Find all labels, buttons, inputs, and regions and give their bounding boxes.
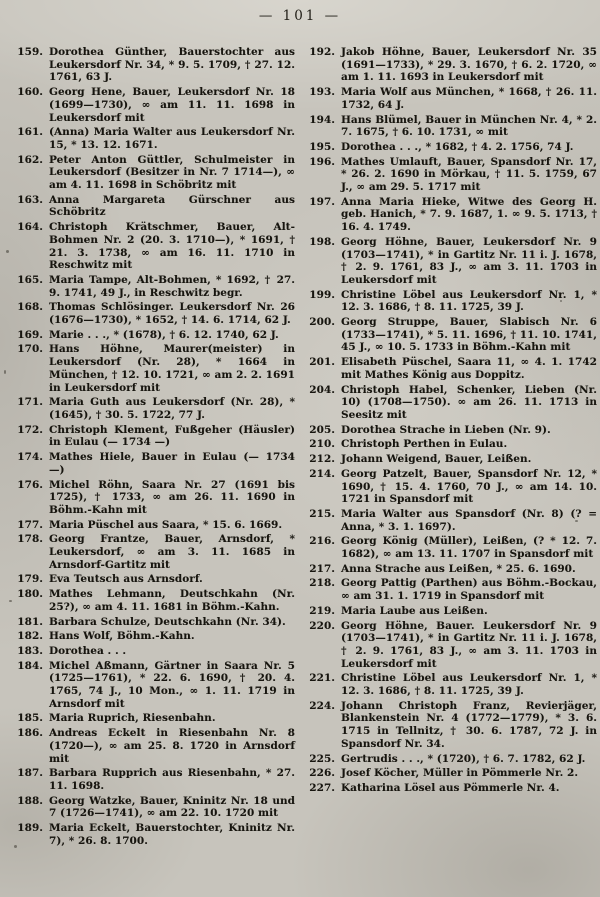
entry-number: 226. <box>309 767 335 780</box>
entry-number: 171. <box>17 396 43 409</box>
entry-number: 221. <box>309 672 335 685</box>
entry-text: Georg Höhne, Bauer. Leukersdorf Nr. 9 (1703—1741), * in Gartitz Nr. 11 i. J. 1678, † 2. 9. 1761, 83 J., ∞ am 3. 11. 1703 in Leukersdorf mit <box>341 619 597 670</box>
entry-text: Maria Guth aus Leukersdorf (Nr. 28), * (1645), † 30. 5. 1722, 77 J. <box>49 396 295 421</box>
entry-number: 192. <box>309 46 335 58</box>
entry-number: 205. <box>309 423 335 436</box>
entry-number: 178. <box>17 533 43 546</box>
entry-text: Georg Frantze, Bauer, Arnsdorf, * Leukersdorf, ∞ am 3. 11. 1685 in Arnsdorf-Gartitz mit <box>49 533 295 571</box>
entry-text: Mathes Umlauft, Bauer, Spansdorf Nr. 17, * 26. 2. 1690 in Mörkau, † 11. 5. 1759, 67 J., ∞ am 29. 5. 1717 mit <box>341 155 597 194</box>
entry-text: Maria Wolf aus München, * 1668, † 26. 11. 1732, 64 J. <box>341 86 597 111</box>
entry-number: 217. <box>309 562 335 575</box>
register-entry <box>304 384 597 422</box>
entry-text: Mathes Hiele, Bauer in Eulau (— 1734 —) <box>49 451 295 476</box>
entry-text: Christoph Habel, Schenker, Lieben (Nr. 10) (1708—1750). ∞ am 26. 11. 1713 in Seesitz mit <box>341 383 597 421</box>
entry-text: Maria Ruprich, Riesenbahn. <box>49 712 216 725</box>
register-columns <box>12 46 597 849</box>
entry-text: Georg Struppe, Bauer, Slabisch Nr. 6 (1733—1741), * 5. 11. 1696, † 11. 10. 1741, 45 J., ∞ 10. 5. 1733 in Böhm.-Kahn mit <box>341 316 597 354</box>
entry-number: 163. <box>17 193 43 206</box>
register-entry <box>12 630 295 643</box>
entry-text: Maria Tampe, Alt-Bohmen, * 1692, † 27. 9. 1741, 49 J., in Reschwitz begr. <box>49 273 295 299</box>
entry-text: Josef Köcher, Müller in Pömmerle Nr. 2. <box>341 767 579 780</box>
register-entry <box>304 782 597 795</box>
entry-text: Georg Höhne, Bauer, Leukersdorf Nr. 9 (1703—1741), * in Gartitz Nr. 11 i. J. 1678, † 2. 9. 1761, 83 J., ∞ am 3. 11. 1703 in Leukersdorf mit <box>341 235 597 286</box>
entry-number: 225. <box>309 752 335 765</box>
entry-text: Christoph Klement, Fußgeher (Häusler) in Eulau (— 1734 —) <box>49 423 295 449</box>
entry-text: Hans Höhne, Maurer(meister) in Leukersdorf (Nr. 28), * 1664 in München, † 12. 10. 1721, ∞ am 2. 2. 1691 in Leukersdorf mit <box>49 343 295 394</box>
register-column-left <box>12 46 295 849</box>
register-entry <box>304 438 597 451</box>
entry-number: 162. <box>17 153 43 166</box>
register-entry <box>12 451 295 476</box>
entry-number: 204. <box>309 383 335 396</box>
entry-text: Christine Löbel aus Leukersdorf Nr. 1, * 12. 3. 1686, † 8. 11. 1725, 39 J. <box>341 672 597 698</box>
register-entry <box>12 533 295 571</box>
entry-number: 195. <box>309 140 335 153</box>
entry-text: Hans Wolf, Böhm.-Kahn. <box>49 630 195 643</box>
entry-text: (Anna) Maria Walter aus Leukersdorf Nr. 15, * 13. 12. 1671. <box>49 126 295 151</box>
entry-number: 201. <box>309 356 335 369</box>
register-entry <box>304 114 597 139</box>
entry-text: Georg Watzke, Bauer, Kninitz Nr. 18 und 7 (1726—1741), ∞ am 22. 10. 1720 mit <box>49 794 295 820</box>
entry-text: Dorothea . . . <box>49 644 127 657</box>
entry-number: 168. <box>17 301 43 314</box>
register-entry <box>304 424 597 437</box>
entry-text: Georg Patzelt, Bauer, Spansdorf Nr. 12, * 1690, † 15. 4. 1760, 70 J., ∞ am 14. 10. 1721 in Spansdorf mit <box>341 467 597 506</box>
entry-number: 212. <box>309 453 335 466</box>
entry-text: Christine Löbel aus Leukersdorf Nr. 1, * 12. 3. 1686, † 8. 11. 1725, 39 J. <box>341 288 597 314</box>
entry-number: 184. <box>17 659 43 672</box>
register-entry <box>304 196 597 234</box>
entry-text: Mathes Lehmann, Deutschkahn (Nr. 25?), ∞ am 4. 11. 1681 in Böhm.-Kahn. <box>49 588 295 613</box>
page-number-header: — 101 — <box>258 8 342 24</box>
entry-number: 210. <box>309 438 335 451</box>
entry-text: Maria Walter aus Spansdorf (Nr. 8) (? = Anna, * 3. 1. 1697). <box>341 507 597 533</box>
entry-text: Dorothea Günther, Bauerstochter aus Leukersdorf Nr. 34, * 9. 5. 1709, † 27. 12. 1761, 63 J. <box>49 46 295 84</box>
register-entry <box>12 86 295 124</box>
entry-text: Maria Laube aus Leißen. <box>341 604 488 617</box>
entry-number: 181. <box>17 615 43 628</box>
register-entry <box>12 301 295 326</box>
register-entry <box>12 588 295 613</box>
register-entry <box>12 194 295 219</box>
register-entry <box>12 343 295 394</box>
entry-text: Dorothea Strache in Lieben (Nr. 9). <box>341 423 551 436</box>
entry-number: 170. <box>17 343 43 356</box>
entry-number: 220. <box>309 619 335 632</box>
paper-speckle <box>6 250 9 253</box>
entry-number: 218. <box>309 577 335 590</box>
register-entry <box>12 46 295 84</box>
entry-number: 176. <box>17 478 43 491</box>
entry-number: 169. <box>17 328 43 341</box>
register-entry <box>12 727 295 765</box>
entry-text: Barbara Schulze, Deutschkahn (Nr. 34). <box>49 615 286 628</box>
register-entry <box>12 645 295 658</box>
register-entry <box>304 356 597 381</box>
entry-number: 199. <box>309 288 335 301</box>
register-entry <box>12 795 295 820</box>
entry-text: Christoph Perthen in Eulau. <box>341 438 508 451</box>
entry-text: Marie . . ., * (1678), † 6. 12. 1740, 62 J. <box>49 328 279 341</box>
register-entry <box>12 519 295 532</box>
register-entry <box>304 577 597 602</box>
register-entry <box>304 141 597 154</box>
register-entry <box>12 573 295 586</box>
entry-text: Michel Aßmann, Gärtner in Saara Nr. 5 (1725—1761), * 22. 6. 1690, † 20. 4. 1765, 74 J., 10 Mon., ∞ 1. 11. 1719 in Arnsdorf mit <box>49 659 295 710</box>
register-entry <box>12 274 295 299</box>
entry-number: 187. <box>17 767 43 780</box>
register-entry <box>12 221 295 272</box>
register-entry <box>12 822 295 847</box>
entry-number: 189. <box>17 822 43 835</box>
entry-number: 215. <box>309 507 335 520</box>
entry-text: Elisabeth Püschel, Saara 11, ∞ 4. 1. 1742 mit Mathes König aus Doppitz. <box>341 356 597 381</box>
register-entry <box>304 508 597 533</box>
entry-text: Johann Christoph Franz, Revierjäger, Blankenstein Nr. 4 (1772—1779), * 3. 6. 1715 in Tellnitz, † 30. 6. 1787, 72 J. in Spansdorf Nr. 34. <box>341 699 597 750</box>
entry-text: Andreas Eckelt in Riesenbahn Nr. 8 (1720—), ∞ am 25. 8. 1720 in Arnsdorf mit <box>49 727 295 765</box>
register-column-right <box>304 46 597 797</box>
entry-text: Anna Margareta Gürschner aus Schöbritz <box>49 193 295 219</box>
register-entry <box>304 468 597 506</box>
entry-number: 165. <box>17 273 43 286</box>
register-entry <box>304 563 597 576</box>
entry-text: Johann Weigend, Bauer, Leißen. <box>341 453 532 466</box>
register-entry <box>304 316 597 354</box>
entry-number: 227. <box>309 781 335 794</box>
entry-number: 224. <box>309 699 335 712</box>
register-entry <box>304 453 597 466</box>
entry-number: 174. <box>17 451 43 464</box>
entry-text: Peter Anton Güttler, Schulmeister in Leukersdorf (Besitzer in Nr. 7 1714—), ∞ am 4. 11. 1698 in Schöbritz mit <box>49 153 295 192</box>
entry-number: 194. <box>309 113 335 126</box>
register-entry <box>12 616 295 629</box>
entry-text: Maria Eckelt, Bauerstochter, Kninitz Nr. 7), * 26. 8. 1700. <box>49 822 295 847</box>
entry-text: Dorothea . . ., * 1682, † 4. 2. 1756, 74 J. <box>341 140 574 153</box>
register-entry <box>12 424 295 449</box>
entry-text: Eva Teutsch aus Arnsdorf. <box>49 573 203 586</box>
entry-number: 196. <box>309 155 335 168</box>
entry-text: Thomas Schlösinger. Leukersdorf Nr. 26 (1676—1730), * 1652, † 14. 6. 1714, 62 J. <box>49 301 295 327</box>
register-entry <box>12 329 295 342</box>
entry-text: Michel Röhn, Saara Nr. 27 (1691 bis 1725), † 1733, ∞ am 26. 11. 1690 in Böhm.-Kahn mit <box>49 478 295 516</box>
entry-number: 216. <box>309 535 335 548</box>
register-entry <box>304 289 597 314</box>
entry-number: 214. <box>309 467 335 480</box>
entry-text: Katharina Lösel aus Pömmerle Nr. 4. <box>341 781 560 794</box>
entry-text: Georg Hene, Bauer, Leukersdorf Nr. 18 (1699—1730), ∞ am 11. 11. 1698 in Leukersdorf mit <box>49 86 295 124</box>
entry-number: 198. <box>309 235 335 248</box>
entry-text: Christoph Krätschmer, Bauer, Alt-Bohmen Nr. 2 (20. 3. 1710—), * 1691, † 21. 3. 1738, ∞ am 16. 11. 1710 in Reschwitz mit <box>49 221 295 272</box>
entry-number: 183. <box>17 644 43 657</box>
entry-text: Anna Maria Hieke, Witwe des Georg H. geb. Hanich, * 7. 9. 1687, 1. ∞ 9. 5. 1713, † 16. 4. 1749. <box>341 195 597 234</box>
entry-number: 180. <box>17 588 43 601</box>
entry-text: Barbara Rupprich aus Riesenbahn, * 27. 11. 1698. <box>49 767 295 792</box>
register-entry <box>12 479 295 517</box>
entry-number: 188. <box>17 794 43 807</box>
entry-number: 200. <box>309 316 335 329</box>
register-entry <box>304 605 597 618</box>
entry-text: Gertrudis . . ., * (1720), † 6. 7. 1782, 62 J. <box>341 752 586 765</box>
entry-text: Hans Blümel, Bauer in München Nr. 4, * 2. 7. 1675, † 6. 10. 1731, ∞ mit <box>341 113 597 139</box>
entry-number: 193. <box>309 86 335 99</box>
register-entry <box>12 767 295 792</box>
entry-number: 182. <box>17 630 43 643</box>
entry-number: 177. <box>17 518 43 531</box>
register-entry <box>12 396 295 421</box>
register-entry <box>304 86 597 111</box>
register-entry <box>304 672 597 697</box>
entry-number: 159. <box>17 46 43 58</box>
entry-number: 185. <box>17 712 43 725</box>
entry-text: Jakob Höhne, Bauer, Leukersdorf Nr. 35 (1691—1733), * 29. 3. 1670, † 6. 2. 1720, ∞ am 1. 11. 1693 in Leukersdorf mit <box>341 46 597 84</box>
register-entry <box>12 154 295 192</box>
register-entry <box>304 620 597 671</box>
entry-number: 186. <box>17 727 43 740</box>
entry-number: 164. <box>17 221 43 234</box>
register-entry <box>304 156 597 194</box>
register-entry <box>12 126 295 151</box>
entry-number: 197. <box>309 195 335 208</box>
register-entry <box>304 767 597 780</box>
register-entry <box>304 753 597 766</box>
register-entry <box>304 700 597 751</box>
entry-text: Maria Püschel aus Saara, * 15. 6. 1669. <box>49 518 283 531</box>
entry-text: Georg Pattig (Parthen) aus Böhm.-Bockau, ∞ am 31. 1. 1719 in Spansdorf mit <box>341 577 597 603</box>
entry-number: 179. <box>17 573 43 586</box>
entry-number: 172. <box>17 423 43 436</box>
entry-number: 160. <box>17 86 43 99</box>
entry-number: 219. <box>309 604 335 617</box>
register-entry <box>304 535 597 560</box>
entry-text: Anna Strache aus Leißen, * 25. 6. 1690. <box>341 562 576 575</box>
register-entry <box>12 712 295 725</box>
entry-text: Georg König (Müller), Leißen, (? * 12. 7. 1682), ∞ am 13. 11. 1707 in Spansdorf mit <box>341 535 597 561</box>
register-entry <box>304 46 597 84</box>
paper-speckle <box>4 370 6 374</box>
register-entry <box>304 236 597 287</box>
entry-number: 161. <box>17 126 43 139</box>
register-entry <box>12 660 295 711</box>
